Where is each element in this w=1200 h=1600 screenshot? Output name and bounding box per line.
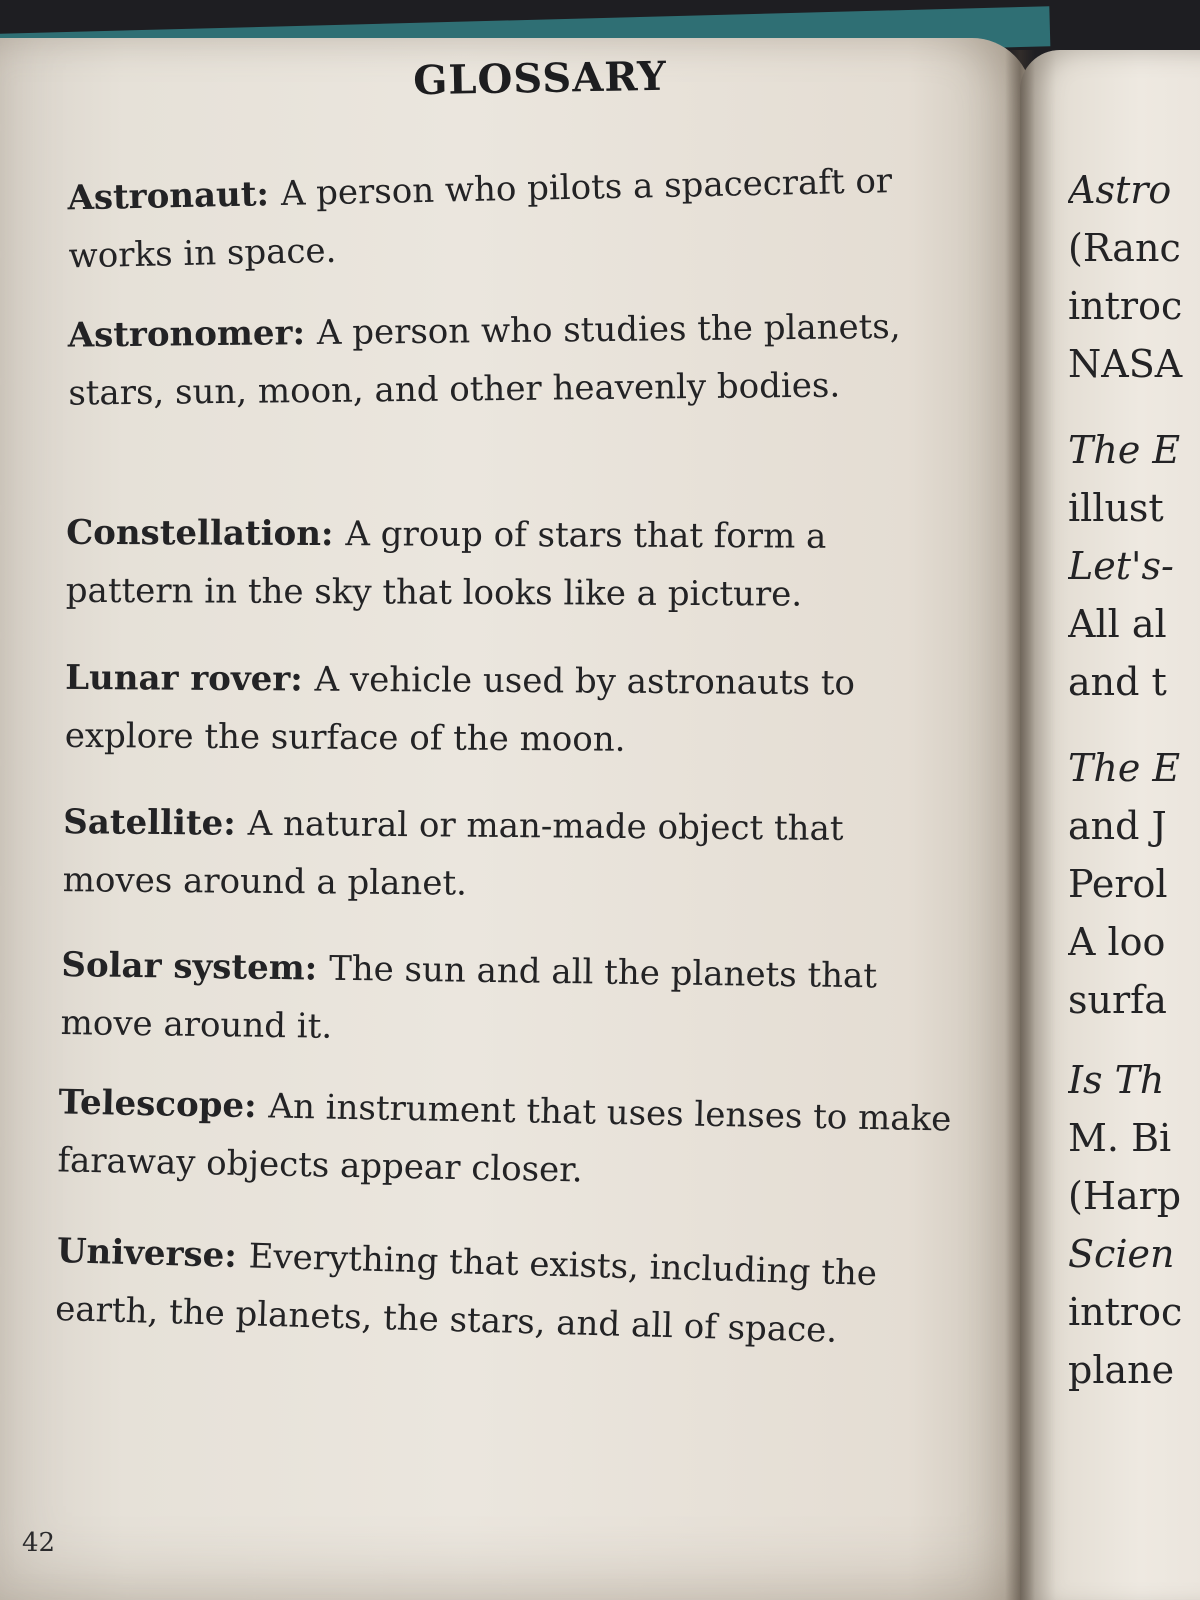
- right-page-text: [1068, 0, 1200, 1600]
- right-page-line: plane: [1068, 1348, 1175, 1392]
- glossary-entry-constellation: Constellation: A group of stars that form a pattern in the sky that looks like a picture.: [65, 512, 827, 615]
- glossary-entry-satellite: Satellite: A natural or man-made object that moves around a planet.: [62, 802, 844, 904]
- glossary-term: Universe: [56, 1231, 225, 1276]
- glossary-term: Constellation: [66, 512, 322, 555]
- glossary-definition: A person who studies the planets, stars, sun, moon, and other heavenly bodies.: [68, 306, 901, 414]
- glossary-entry-solar-system: Solar system: The sun and all the planets that move around it.: [60, 945, 878, 1047]
- glossary-definition: A person who pilots a spacecraft or works in space.: [68, 161, 893, 277]
- glossary-term: Astronomer: [67, 313, 293, 356]
- right-page-line: M. Bi: [1068, 1116, 1172, 1160]
- right-page-line: introc: [1068, 284, 1183, 328]
- right-page-line: A loo: [1068, 920, 1166, 964]
- glossary-term: Solar system: [61, 945, 305, 989]
- right-page-line: Scien: [1068, 1232, 1175, 1276]
- page-number: 42: [22, 1528, 56, 1558]
- glossary-definition: Everything that exists, including the earth, the planets, the stars, and all of space.: [54, 1236, 878, 1351]
- glossary-entry-universe: Universe: Everything that exists, including the earth, the planets, the stars, and all of space.: [54, 1231, 878, 1351]
- right-page-line: The E: [1068, 428, 1181, 472]
- right-page-line: All al: [1068, 602, 1167, 646]
- glossary-entry-astronomer: Astronomer: A person who studies the planets, stars, sun, moon, and other heavenly bodies.: [67, 306, 901, 414]
- right-page-line: (Harp: [1068, 1174, 1182, 1218]
- right-page-line: Astro: [1068, 168, 1172, 212]
- right-page-line: NASA: [1068, 342, 1183, 386]
- glossary-term: Telescope: [58, 1082, 245, 1126]
- glossary-definition: A natural or man-made object that moves around a planet.: [62, 803, 844, 904]
- page-title: GLOSSARY: [412, 52, 668, 105]
- right-page-line: The E: [1068, 746, 1181, 790]
- right-page-line: and J: [1068, 804, 1167, 848]
- right-page-line: and t: [1068, 660, 1167, 704]
- glossary-term: Astronaut: [67, 174, 257, 219]
- right-page-line: Is Th: [1068, 1058, 1165, 1102]
- right-page-line: (Ranc: [1068, 226, 1181, 270]
- glossary-definition: The sun and all the planets that move around it.: [60, 948, 878, 1047]
- glossary-definition: A group of stars that form a pattern in the sky that looks like a picture.: [65, 514, 827, 615]
- glossary-entry-lunar-rover: Lunar rover: A vehicle used by astronauts to explore the surface of the moon.: [64, 657, 856, 760]
- right-page-line: Let's-: [1068, 544, 1174, 588]
- right-page-line: introc: [1068, 1290, 1183, 1334]
- glossary-term: Satellite: [63, 802, 224, 844]
- glossary-entry-astronaut: Astronaut: A person who pilots a spacecraft or works in space.: [67, 161, 893, 277]
- right-page-line: surfa: [1068, 978, 1167, 1022]
- right-page-line: Perol: [1068, 862, 1168, 906]
- glossary-definition: A vehicle used by astronauts to explore the surface of the moon.: [64, 659, 856, 760]
- right-page-line: illust: [1068, 486, 1164, 530]
- glossary-definition: An instrument that uses lenses to make faraway objects appear closer.: [57, 1086, 952, 1191]
- glossary-entry-telescope: Telescope: An instrument that uses lenses to make faraway objects appear closer.: [57, 1082, 952, 1191]
- glossary-term: Lunar rover: [65, 657, 291, 700]
